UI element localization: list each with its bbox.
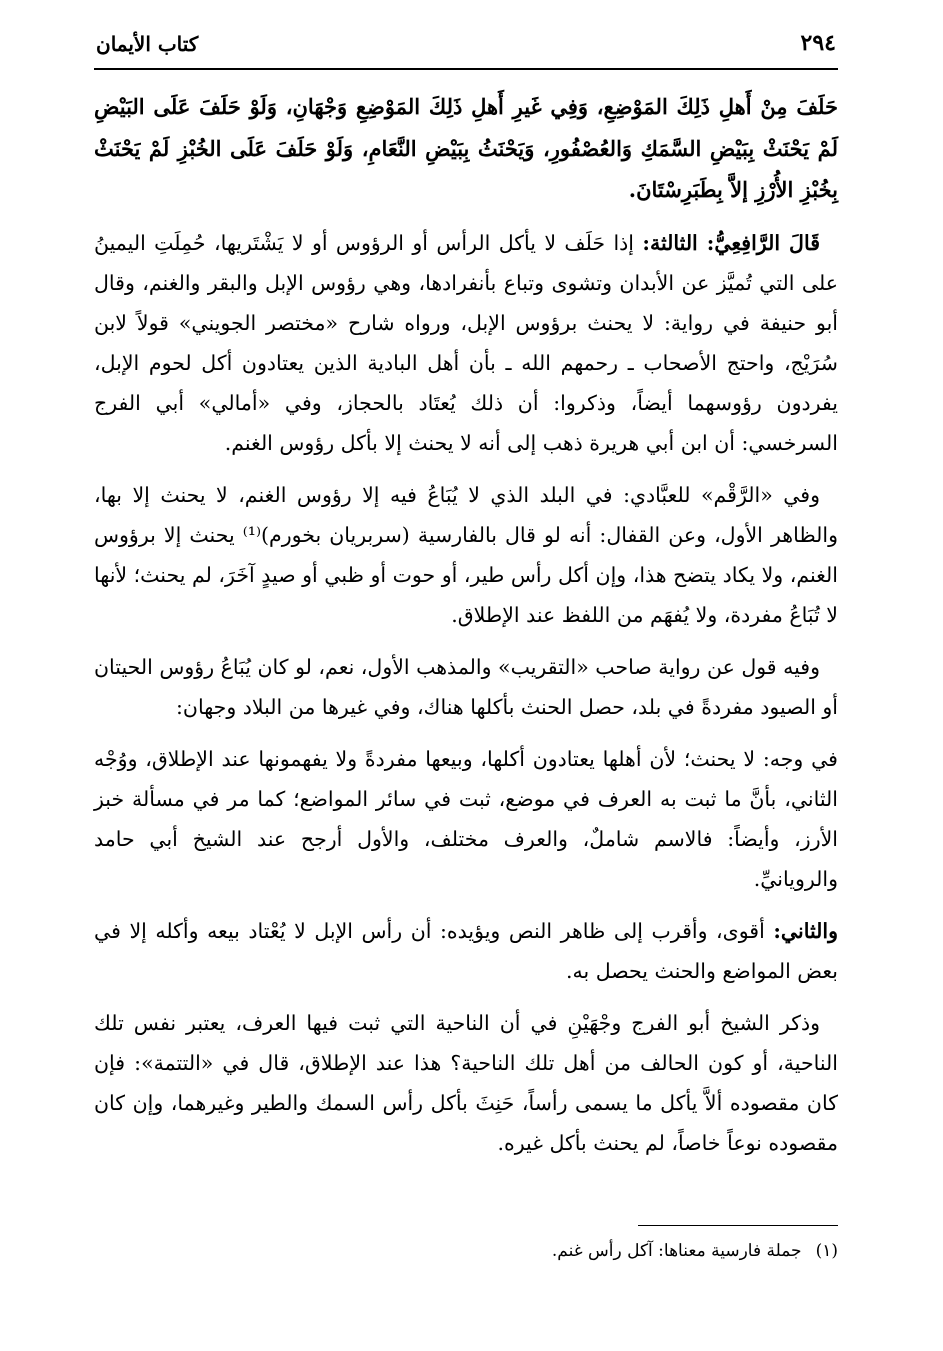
paragraph-text: وذكر الشيخ أبو الفرج وجْهَيْنِ في أن الناحية التي ثبت فيها العرف، يعتبر نفس تلك الناحية، أو كون الحالف من أهل تلك الناحية؟ هذا عند الإطلاق، قال في «التتمة»: فإن كان مقصوده ألاَّ يأكل ما يسمى رأساً، حَنِثَ بأكل رأس السمك والطير وغيرهما، وإن كان مقصوده نوعاً خاصاً، لم يحنث بأكل غيره. <box>94 1010 838 1155</box>
page-header <box>94 28 838 70</box>
running-title: كتاب الأيمان <box>96 32 199 56</box>
book-page <box>94 28 838 1328</box>
paragraph <box>94 86 838 211</box>
footnote-number: (١) <box>815 1241 838 1261</box>
paragraph-text: حَلَفَ مِنْ أَهلِ ذَلِكَ المَوْضِعِ، وَفِي غَيرِ أَهلِ ذَلِكَ المَوْضِعِ وَجْهَانِ، وَلَوْ حَلَفَ عَلَى البَيْضِ لَمْ يَحْنَثْ بِبَيْضِ السَّمَكِ وَالعُصْفُورِ، وَيَحْنَثُ بِبَيْضِ النَّعَامِ، وَلَوْ حَلَفَ عَلَى الخُبْزِ لَمْ يَحْنَثْ بِخُبْزِ الأُرْزِ إلاَّ بِطَبَرِسْتَانَ. <box>94 94 838 202</box>
paragraph <box>94 1003 838 1163</box>
paragraph-text: أقوى، وأقرب إلى ظاهر النص ويؤيده: أن رأس الإبل لا يُعْتاد بيعه وأكله إلا في بعض المواضع والحنث يحصل به. <box>94 918 838 983</box>
paragraph <box>94 911 838 991</box>
paragraph-lead: والثاني: <box>773 918 838 943</box>
paragraph-text: وفيه قول عن رواية صاحب «التقريب» والمذهب الأول، نعم، لو كان يُبَاعُ رؤوس الحيتان أو الصيود مفردةً في بلد، حصل الحنث بأكلها هناك، وفي غيرها من البلاد وجهان: <box>94 654 838 719</box>
paragraph <box>94 223 838 463</box>
paragraph <box>94 475 838 635</box>
paragraph-text: إذا حَلَف لا يأكل الرأس أو الرؤوس أو لا يَشْتَريها، حُمِلَتِ اليمينُ على التي تُميَّز عن الأبدان وتشوى وتباع بأنفرادها، وهي رؤوس الإبل والبقر والغنم، وقال أبو حنيفة في رواية: لا يحنث برؤوس الإبل، ورواه شارح «مختصر الجويني» قولاً لابن سُرَيْج، واحتج الأصحاب ـ رحمهم الله ـ بأن أهل البادية الذين يعتادون أكل لحوم الإبل، يفردون رؤوسهما أيضاً، وذكروا: أن ذلك يُعتَاد بالحجاز، وفي «أمالي» أبي الفرج السرخسي: أن ابن أبي هريرة ذهب إلى أنه لا يحنث إلا بأكل رؤوس الغنم. <box>94 230 839 455</box>
paragraph <box>94 647 838 727</box>
footnote <box>94 1237 838 1265</box>
paragraph-text: في وجه: لا يحنث؛ لأن أهلها يعتادون أكلها، وبيعها مفردةً ولا يفهمونها عند الإطلاق، ووُجْه الثاني، بأنَّ ما ثبت به العرف في موضع، ثبت في سائر المواضع؛ كما مر في مسألة خبز الأرز، وأيضاً: فالاسم شاملٌ، والعرف مختلف، والأول أرجح عند الشيخ أبي حامد والرويانيِّ. <box>94 746 838 891</box>
footnote-text: جملة فارسية معناها: آكل رأس غنم. <box>551 1241 802 1261</box>
footnote-separator <box>638 1225 838 1226</box>
paragraph <box>94 739 838 899</box>
body-text <box>94 86 838 1163</box>
page-number: ٢٩٤ <box>800 30 836 56</box>
paragraph-text: وفي «الرَّقْم» للعبَّادي: في البلد الذي لا يُبَاعُ فيه إلا رؤوس الغنم، لا يحنث إلا بها، والظاهر الأول، وعن القفال: أنه لو قال بالفارسية (سربريان بخورم)⁽¹⁾ يحنث إلا برؤوس الغنم، ولا يكاد يتضح هذا، وإن أكل رأس طير، أو حوت أو ظبي أو صيدٍ آخَرَ، لم يحنث؛ لأنها لا تُبَاعُ مفردة، ولا يُفهَم من اللفظ عند الإطلاق. <box>94 482 838 627</box>
paragraph-lead: قَالَ الرَّافِعِيُّ: الثالثة: <box>642 230 820 255</box>
